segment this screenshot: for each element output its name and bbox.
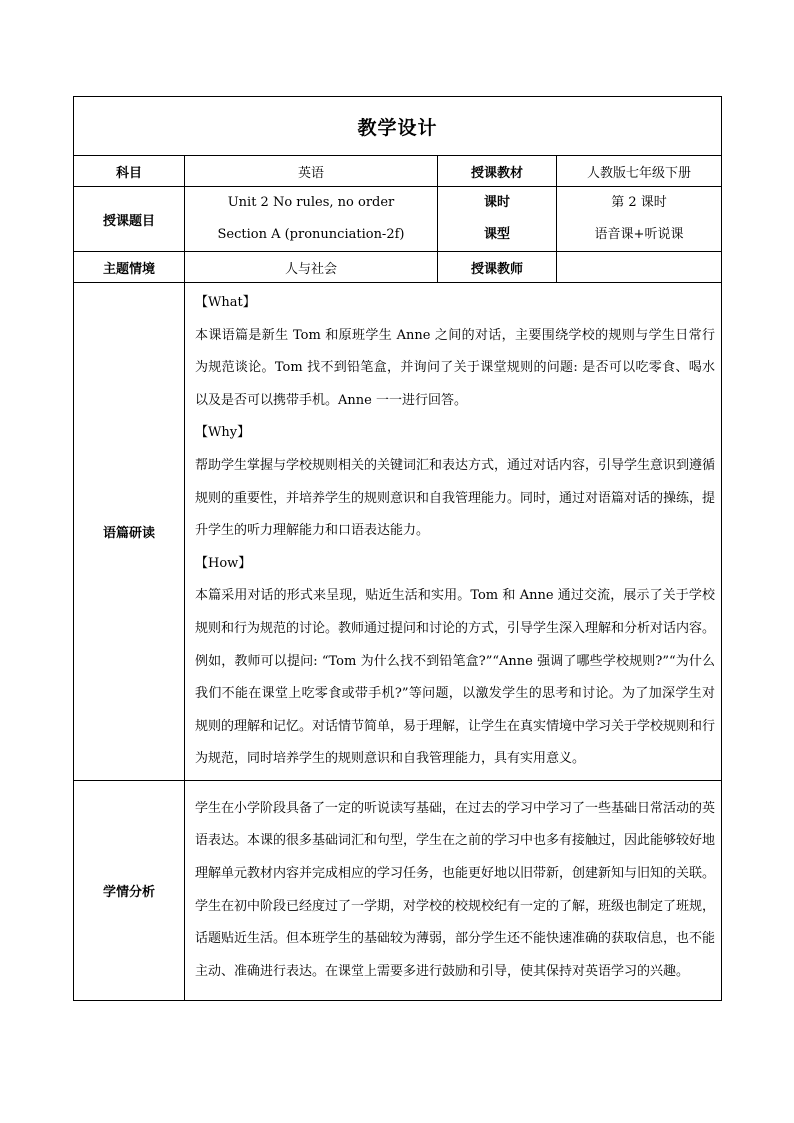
subject-value: 英语 [185, 156, 438, 187]
theme-label: 主题情境 [74, 252, 185, 283]
text-analysis-row [74, 283, 722, 781]
theme-value: 人与社会 [185, 252, 438, 283]
topic-row [74, 187, 722, 252]
period-label: 课时 [483, 195, 510, 210]
subject-row [74, 156, 722, 187]
why-heading: 【Why】 [195, 425, 251, 441]
teacher-value [557, 252, 722, 283]
textbook-label: 授课教材 [438, 156, 557, 187]
type-value: 语音课+听说课 [594, 227, 684, 242]
how-heading: 【How】 [195, 555, 252, 571]
textbook-value: 人教版七年级下册 [557, 156, 722, 187]
learner-analysis-content [185, 781, 722, 1001]
what-heading: 【What】 [195, 295, 256, 311]
topic-line-2: Section A (pronunciation-2f) [217, 227, 405, 242]
period-value: 第 2 课时 [611, 195, 667, 210]
why-paragraph: 帮助学生掌握与学校规则相关的关键词汇和表达方式，通过对话内容，引导学生意识到遵循规则的重要性，并培养学生的规则意识和自我管理能力。同时，通过对语篇对话的操练，提升学生的听力理解能力和口语表达能力。 [195, 458, 716, 539]
text-analysis-content [185, 283, 722, 781]
lesson-plan-table [73, 96, 722, 1001]
title-row [74, 97, 722, 156]
learner-analysis-label: 学情分析 [74, 781, 185, 1001]
teacher-label: 授课教师 [438, 252, 557, 283]
period-type-values [557, 187, 722, 252]
theme-row [74, 252, 722, 283]
learner-analysis-row [74, 781, 722, 1001]
topic-value [185, 187, 438, 252]
period-type-labels [438, 187, 557, 252]
learner-analysis-paragraph: 学生在小学阶段具备了一定的听说读写基础，在过去的学习中学习了一些基础日常活动的英语表达。本课的很多基础词汇和句型，学生在之前的学习中也多有接触过，因此能够较好地理解单元教材内容并完成相应的学习任务，也能更好地以旧带新，创建新知与旧知的关联。学生在初中阶段已经度过了一学期，对学校的校规校纪有一定的了解，班级也制定了班规，话题贴近生活。但本班学生的基础较为薄弱，部分学生还不能快速准确的获取信息，也不能主动、准确进行表达。在课堂上需要多进行鼓励和引导，使其保持对英语学习的兴趣。 [195, 800, 716, 979]
text-analysis-label: 语篇研读 [74, 283, 185, 781]
topic-line-1: Unit 2 No rules, no order [227, 195, 395, 210]
lesson-plan-document [73, 96, 721, 1001]
topic-label: 授课题目 [74, 187, 185, 252]
type-label: 课型 [483, 227, 510, 242]
document-title: 教学设计 [74, 97, 722, 156]
what-paragraph: 本课语篇是新生 Tom 和原班学生 Anne 之间的对话，主要围绕学校的规则与学生日常行为规范谈论。Tom 找不到铅笔盒，并询问了关于课堂规则的问题: 是否可以吃零食、喝水以及是否可以携带手机。Anne 一一进行回答。 [195, 327, 716, 408]
subject-label: 科目 [74, 156, 185, 187]
how-paragraph: 本篇采用对话的形式来呈现，贴近生活和实用。Tom 和 Anne 通过交流，展示了关于学校规则和行为规范的讨论。教师通过提问和讨论的方式，引导学生深入理解和分析对话内容。例如，教师可以提问: “Tom 为什么找不到铅笔盒?”“Anne 强调了哪些学校规则?”“为什么我们不能在课堂上吃零食或带手机?”等问题，以激发学生的思考和讨论。为了加深学生对规则的理解和记忆。对话情节简单，易于理解，让学生在真实情境中学习关于学校规则和行为规范，同时培养学生的规则意识和自我管理能力，具有实用意义。 [195, 588, 716, 767]
